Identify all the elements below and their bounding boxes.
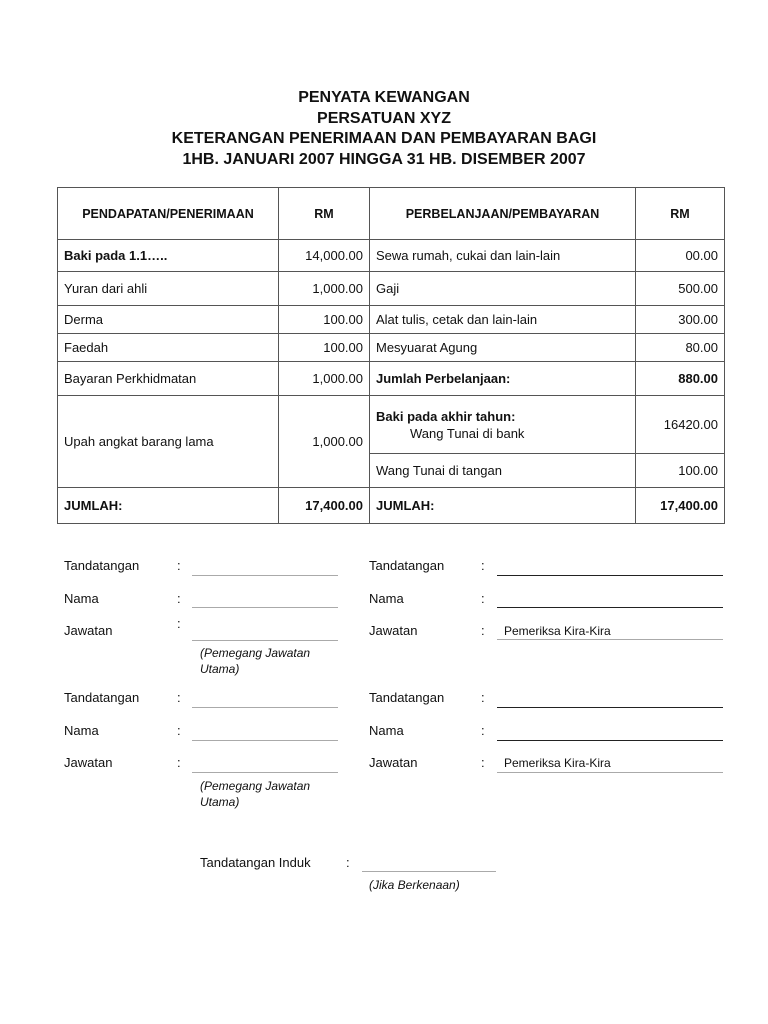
colon: : — [177, 616, 181, 631]
right-tandatangan-line-1[interactable] — [497, 575, 723, 576]
header-expense: PERBELANJAAN/PEMBAYARAN — [370, 188, 636, 240]
wang-tangan-value: 100.00 — [636, 454, 725, 488]
income-cell: Upah angkat barang lama — [58, 396, 279, 488]
expense-cell: Alat tulis, cetak dan lain-lain — [370, 306, 636, 334]
colon: : — [481, 623, 485, 638]
expense-grand-total-value: 17,400.00 — [636, 488, 725, 524]
title-line-4: 1HB. JANUARI 2007 HINGGA 31 HB. DISEMBER 2007 — [182, 150, 586, 168]
colon: : — [481, 755, 485, 770]
expense-rm-cell: 80.00 — [636, 334, 725, 362]
right-nama-line-2[interactable] — [497, 740, 723, 741]
colon: : — [481, 723, 485, 738]
income-rm-cell: 1,000.00 — [279, 362, 370, 396]
right-jawatan-label-2: Jawatan — [369, 755, 418, 770]
left-jawatan-label-2: Jawatan — [64, 755, 113, 770]
colon: : — [177, 558, 181, 573]
induk-note: (Jika Berkenaan) — [369, 878, 460, 892]
left-jawatan-note-2: (Pemegang Jawatan Utama) — [200, 779, 311, 809]
expense-cell: Gaji — [370, 272, 636, 306]
right-tandatangan-label-1: Tandatangan — [369, 558, 445, 573]
income-rm-cell: 1,000.00 — [279, 272, 370, 306]
header-income-rm: RM — [279, 188, 370, 240]
income-cell: Baki pada 1.1….. — [58, 240, 279, 272]
colon: : — [346, 855, 350, 870]
colon: : — [481, 690, 485, 705]
expense-rm-cell: 500.00 — [636, 272, 725, 306]
table-row — [58, 334, 725, 362]
expense-cell: Mesyuarat Agung — [370, 334, 636, 362]
header-expense-rm: RM — [636, 188, 725, 240]
left-jawatan-line-1[interactable] — [192, 640, 338, 641]
income-total-value: 17,400.00 — [279, 488, 370, 524]
right-jawatan-value-1: Pemeriksa Kira-Kira — [504, 624, 611, 638]
document-title — [0, 88, 768, 170]
right-nama-label-1: Nama — [369, 591, 404, 606]
income-cell: Derma — [58, 306, 279, 334]
wang-tangan-label: Wang Tunai di tangan — [370, 454, 636, 488]
income-rm-cell: 100.00 — [279, 334, 370, 362]
table-row — [58, 396, 725, 454]
right-tandatangan-label-2: Tandatangan — [369, 690, 445, 705]
financial-table — [57, 187, 725, 524]
income-cell: Yuran dari ahli — [58, 272, 279, 306]
expense-rm-cell: 00.00 — [636, 240, 725, 272]
right-jawatan-label-1: Jawatan — [369, 623, 418, 638]
expense-rm-cell: 300.00 — [636, 306, 725, 334]
left-jawatan-note-1: (Pemegang Jawatan Utama) — [200, 646, 311, 676]
baki-akhir-label: Baki pada akhir tahun: — [376, 408, 516, 424]
left-nama-line-2[interactable] — [192, 740, 338, 741]
title-line-1: PENYATA KEWANGAN — [298, 89, 470, 106]
table-header-row — [58, 188, 725, 240]
left-tandatangan-label-1: Tandatangan — [64, 558, 140, 573]
colon: : — [177, 690, 181, 705]
table-row — [58, 306, 725, 334]
induk-line[interactable] — [362, 871, 496, 872]
colon: : — [177, 591, 181, 606]
title-line-3: KETERANGAN PENERIMAAN DAN PEMBAYARAN BAGI — [171, 130, 597, 147]
left-nama-label-1: Nama — [64, 591, 99, 606]
wang-bank-label: Wang Tunai di bank — [410, 425, 525, 441]
left-tandatangan-label-2: Tandatangan — [64, 690, 140, 705]
header-income: PENDAPATAN/PENERIMAAN — [58, 188, 279, 240]
left-tandatangan-line-1[interactable] — [192, 575, 338, 576]
right-jawatan-line-2[interactable] — [497, 772, 723, 773]
table-row — [58, 272, 725, 306]
table-row — [58, 240, 725, 272]
right-nama-label-2: Nama — [369, 723, 404, 738]
colon: : — [481, 558, 485, 573]
income-total-label: JUMLAH: — [58, 488, 279, 524]
income-rm-cell: 14,000.00 — [279, 240, 370, 272]
total-row — [58, 488, 725, 524]
income-cell: Bayaran Perkhidmatan — [58, 362, 279, 396]
left-jawatan-label-1: Jawatan — [64, 623, 113, 638]
right-jawatan-value-2: Pemeriksa Kira-Kira — [504, 756, 611, 770]
income-cell: Faedah — [58, 334, 279, 362]
expense-total-label: Jumlah Perbelanjaan: — [370, 362, 636, 396]
left-tandatangan-line-2[interactable] — [192, 707, 338, 708]
colon: : — [481, 591, 485, 606]
income-rm-cell: 1,000.00 — [279, 396, 370, 488]
wang-bank-value: 16420.00 — [636, 396, 725, 454]
left-nama-label-2: Nama — [64, 723, 99, 738]
title-line-2: PERSATUAN XYZ — [317, 109, 451, 127]
colon: : — [177, 723, 181, 738]
left-jawatan-line-2[interactable] — [192, 772, 338, 773]
left-nama-line-1[interactable] — [192, 607, 338, 608]
right-nama-line-1[interactable] — [497, 607, 723, 608]
table-row — [58, 362, 725, 396]
baki-akhir-cell — [370, 396, 636, 454]
right-jawatan-line-1[interactable] — [497, 639, 723, 640]
expense-total-value: 880.00 — [636, 362, 725, 396]
expense-grand-total-label: JUMLAH: — [370, 488, 636, 524]
expense-cell: Sewa rumah, cukai dan lain-lain — [370, 240, 636, 272]
right-tandatangan-line-2[interactable] — [497, 707, 723, 708]
induk-label: Tandatangan Induk — [200, 855, 311, 870]
colon: : — [177, 755, 181, 770]
income-rm-cell: 100.00 — [279, 306, 370, 334]
